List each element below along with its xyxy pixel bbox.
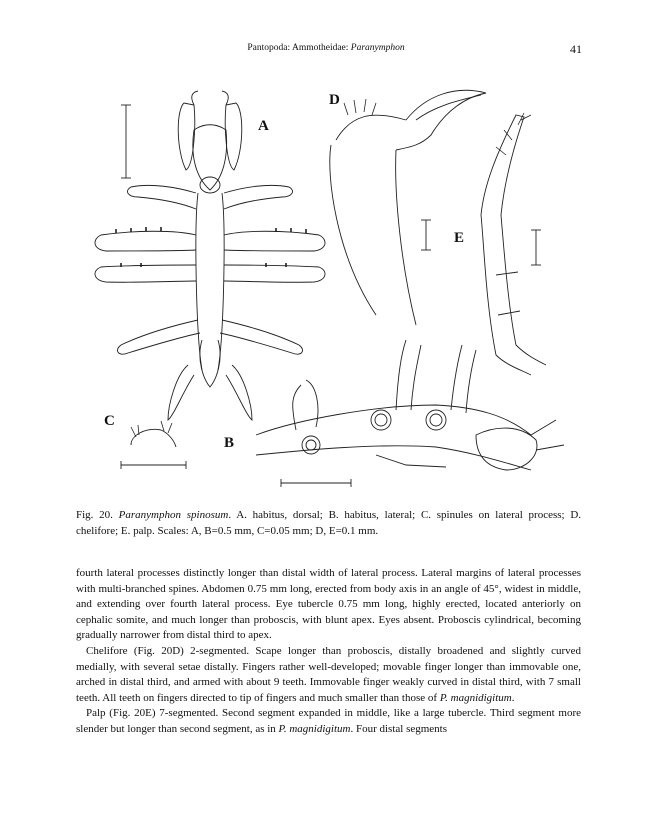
panel-label-a: A xyxy=(258,118,269,134)
paragraph-palp-species: P. magnidigitum xyxy=(278,722,351,735)
panel-d-drawing xyxy=(330,90,486,325)
panel-label-c: C xyxy=(104,413,115,429)
running-head xyxy=(0,43,652,53)
panel-e-drawing xyxy=(481,113,546,375)
paragraph-chelifore-end: . xyxy=(511,691,515,704)
paragraph-chelifore-text: Chelifore (Fig. 20D) 2-segmented. Scape longer than proboscis, distally broadened and slightly curved medially, with several setae distally. Fingers rather well-developed; movable finger longer than immovable one, arched in distal third, and armed with about 9 teeth. Immovable finger weakly curved in distal third, with 7 small teeth. All teeth on fingers directed to tip of fingers and much smaller than those of xyxy=(76,644,581,704)
paragraph-palp-text: Palp (Fig. 20E) 7-segmented. Second segment expanded in middle, like a large tubercle. Third segment more slender but longer than second segment, as in xyxy=(76,707,581,735)
figure-drawing xyxy=(76,75,576,490)
panel-c-drawing xyxy=(121,421,186,469)
caption-text: . A. habitus, dorsal; B. habitus, lateral; C. spinules on lateral process; D. chelifore; E. palp. Scales: A, B=0.5 mm, C=0.05 mm; D, E=0.1 mm. xyxy=(76,509,582,537)
panel-a-drawing xyxy=(95,91,325,420)
running-head-genus: Paranymphon xyxy=(350,43,405,53)
figure-caption xyxy=(76,507,581,539)
running-head-prefix: Pantopoda: Ammotheidae: xyxy=(247,43,351,53)
panel-label-b: B xyxy=(224,435,235,451)
paragraph-chelifore-species: P. magnidigitum xyxy=(439,691,512,704)
panel-label-d: D xyxy=(329,92,340,108)
paragraph-palp xyxy=(76,706,581,737)
paragraph-chelifore xyxy=(76,644,581,706)
caption-fig-label: Fig. 20. xyxy=(76,509,113,521)
page-header xyxy=(0,42,652,58)
panel-b-drawing xyxy=(256,340,564,487)
body-text xyxy=(76,566,581,738)
paragraph-1 xyxy=(76,566,581,644)
panel-label-e: E xyxy=(454,230,465,246)
caption-species: Paranymphon spinosum xyxy=(118,509,229,521)
page-number: 41 xyxy=(570,42,582,56)
paragraph-1-text: fourth lateral processes distinctly longer than distal width of lateral process. Lateral margins of lateral processes with multi-branched spines. Abdomen 0.75 mm long, erected from body axis in an angle of 45°, widest in middle, and extending over fourth lateral process. Eye tubercle 0.75 mm long, highly erected, located anteriorly on cephalic somite, and much longer than proboscis, with blunt apex. Eyes absent. Proboscis cylindrical, becoming gradually narrower from distal third to apex. xyxy=(76,567,581,642)
figure-20 xyxy=(76,75,576,490)
paragraph-palp-end: . Four distal segments xyxy=(350,722,448,735)
